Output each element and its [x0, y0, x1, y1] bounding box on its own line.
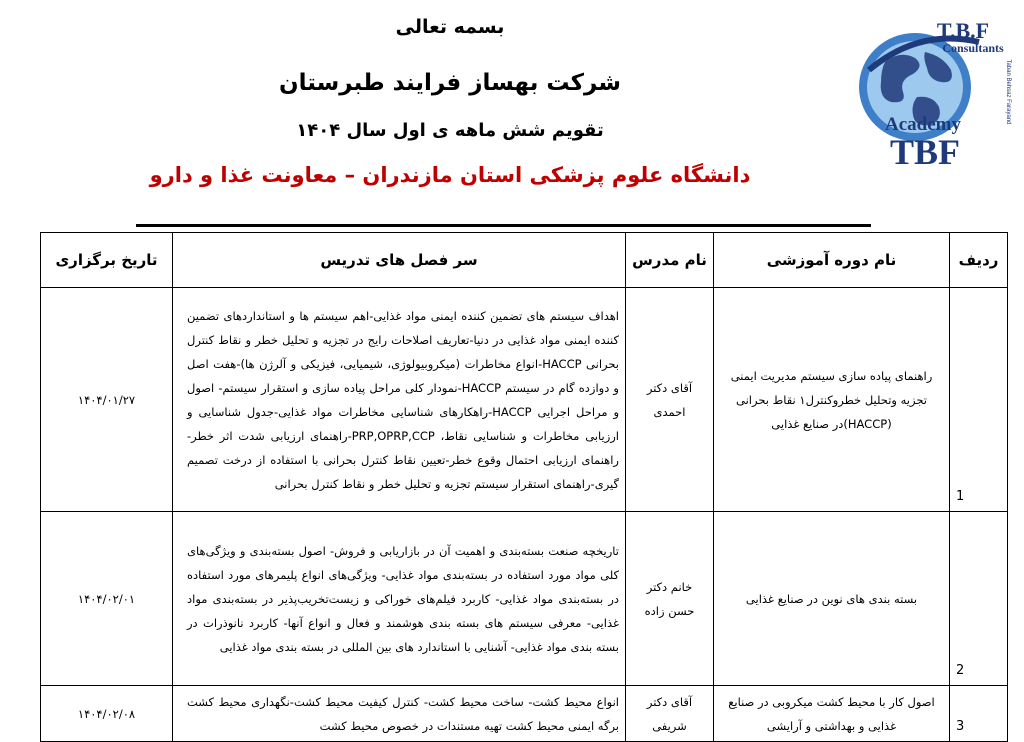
header-row-number: ردیف: [950, 233, 1008, 288]
header-divider: [136, 224, 871, 227]
course-date: ۱۴۰۴/۰۲/۰۸: [41, 686, 173, 742]
calendar-title: تقویم شش ماهه ی اول سال ۱۴۰۴: [296, 120, 604, 141]
course-topics: تاریخچه صنعت بسته‌بندی و اهمیت آن در بازاریابی و فروش- اصول بسته‌بندی و ویژگی‌های کلی مواد مورد استفاده در بسته‌بندی مواد غذایی- ویژگی‌های انواع پلیمرهای مورد استفاده در بسته‌بندی مواد غذایی- کاربرد فیلم‌های خوراکی و زیست‌تخریب‌پذیر در بسته‌بندی مواد غذایی- معرفی سیستم های بسته بندی هوشمند و فعال و انواع آنها- کاربرد نانوذرات در بسته بندی مواد غذایی- آشنایی با استاندارد های بین المللی در بسته بندی مواد غذایی: [173, 512, 626, 686]
teacher-name: آقای دکتر شریفی: [626, 686, 714, 742]
basmala: بسمه تعالی: [395, 16, 505, 38]
course-name: راهنمای پیاده سازی سیستم مدیریت ایمنی تجزیه وتحلیل خطروکنترل۱ نقاط بحرانی (HACCP)در صنایع غذایی: [714, 288, 950, 512]
course-name: اصول کار با محیط کشت میکروبی در صنایع غذایی و بهداشتی و آرایشی: [714, 686, 950, 742]
row-index: 2: [950, 512, 1008, 686]
course-date: ۱۴۰۴/۰۲/۰۱: [41, 512, 173, 686]
logo-academy-text: Academy: [885, 114, 961, 135]
course-date: ۱۴۰۴/۰۱/۲۷: [41, 288, 173, 512]
logo-bottom-text: TBF: [889, 132, 961, 172]
row-index: 1: [950, 288, 1008, 512]
logo-top-text: T.B.F: [936, 18, 990, 43]
table-row: [41, 288, 1008, 512]
table-row: [41, 512, 1008, 686]
logo-side-text: Taban Behsaz Farayand: [1005, 59, 1011, 125]
course-name: بسته بندی های نوین در صنایع غذایی: [714, 512, 950, 686]
teacher-name: خانم دکتر حسن زاده: [626, 512, 714, 686]
logo-sub-text: Consultants: [942, 41, 1004, 55]
table-header-row: [41, 233, 1008, 288]
header-date: تاریخ برگزاری: [41, 233, 173, 288]
tbf-academy-logo: [855, 12, 1020, 172]
document-header: [0, 0, 1024, 232]
course-calendar-table: [40, 232, 1008, 742]
table-row: [41, 686, 1008, 742]
header-topics: سر فصل های تدریس: [173, 233, 626, 288]
header-teacher: نام مدرس: [626, 233, 714, 288]
row-index: 3: [950, 686, 1008, 742]
course-topics: انواع محیط کشت- ساخت محیط کشت- کنترل کیفیت محیط کشت-نگهداری محیط کشت برگه ایمنی محیط کشت تهیه مستندات در خصوص محیط کشت: [173, 686, 626, 742]
company-name: شرکت بهساز فرایند طبرستان: [279, 70, 621, 96]
teacher-name: آقای دکتر احمدی: [626, 288, 714, 512]
header-course-name: نام دوره آموزشی: [714, 233, 950, 288]
course-topics: اهداف سیستم های تضمین کننده ایمنی مواد غذایی-اهم سیستم ها و استانداردهای تضمین کننده ایمنی مواد غذایی در دنیا-تعاریف اصلاحات رایج در تجزیه و تحلیل خطر و نقاط کنترل بحرانی HACCP-انواع مخاطرات (میکروبیولوژی، شیمیایی، فیزیکی و آلرژن ها)-هفت اصل و دوازده گام در سیستم HACCP-نمودار کلی مراحل پیاده سازی و استقرار سیستم- اصول و مراحل اجرایی HACCP-راهکارهای شناسایی مخاطرات مواد غذایی-جدول شناسایی و ارزیابی مخاطرات و شناسایی نقاط، PRP,OPRP,CCP-راهنمای ارزیابی شدت اثر خطر-راهنمای ارزیابی احتمال وقوع خطر-تعیین نقاط کنترل بحرانی با استفاده از درخت تصمیم گیری-راهنمای استقرار سیستم تجزیه و تحلیل خطر و نقاط کنترل بحرانی: [173, 288, 626, 512]
university-title: دانشگاه علوم پزشکی استان مازندران – معاونت غذا و دارو: [149, 163, 751, 187]
